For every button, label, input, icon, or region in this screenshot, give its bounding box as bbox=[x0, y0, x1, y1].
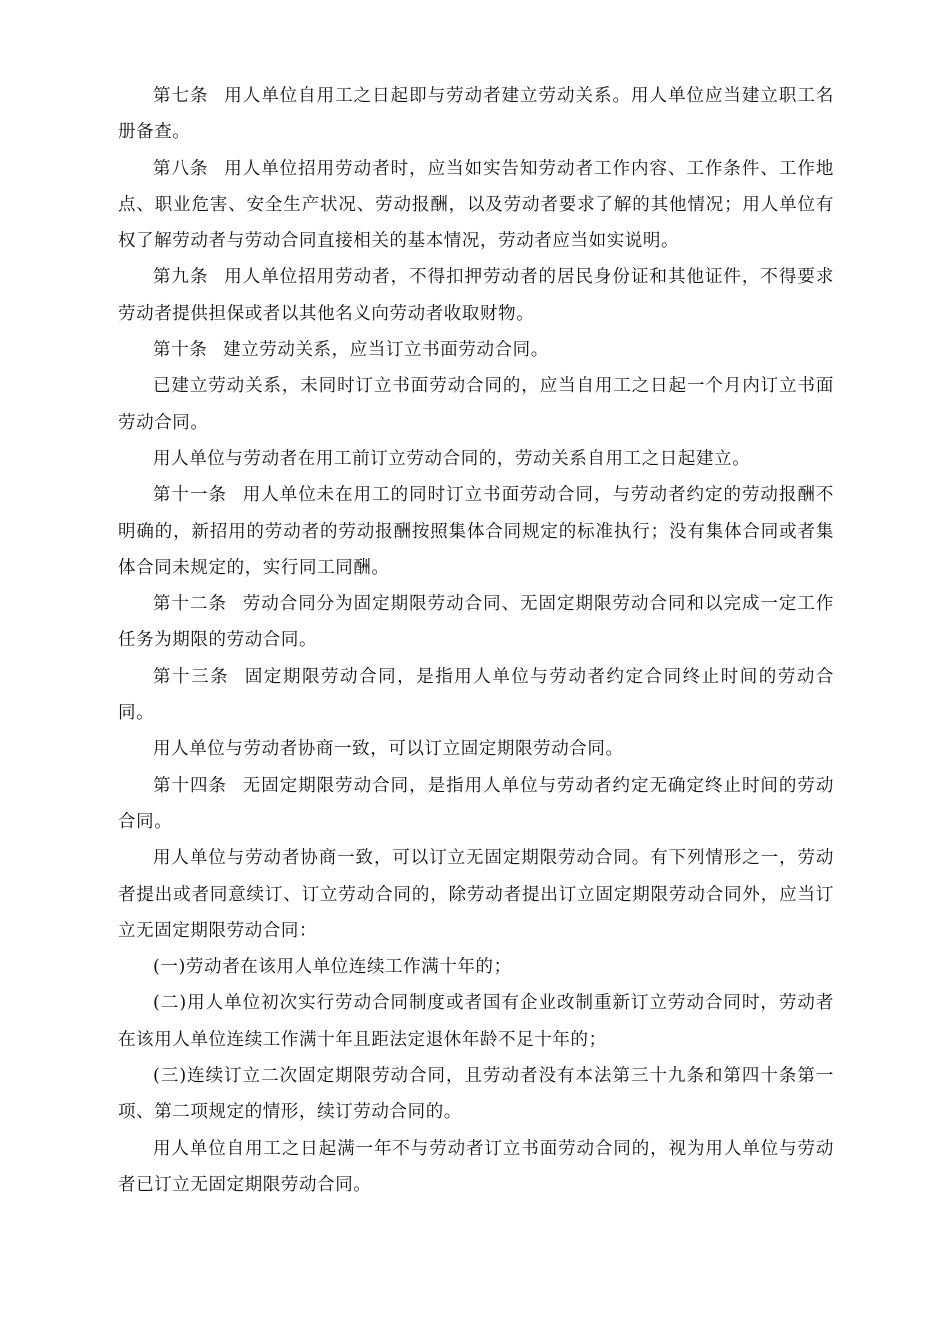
paragraph-article-8 bbox=[118, 151, 834, 260]
paragraph-article-11 bbox=[118, 477, 834, 586]
paragraph-text: 已建立劳动关系，未同时订立书面劳动合同的，应当自用工之日起一个月内订立书面劳动合同。 bbox=[118, 376, 834, 433]
paragraph-text: 用人单位与劳动者协商一致，可以订立固定期限劳动合同。 bbox=[153, 739, 624, 760]
paragraph-text: 固定期限劳动合同，是指用人单位与劳动者约定合同终止时间的劳动合同。 bbox=[118, 666, 834, 724]
paragraph-article-7 bbox=[118, 78, 834, 151]
paragraph-text: 劳动合同分为固定期限劳动合同、无固定期限劳动合同和以完成一定工作任务为期限的劳动合同。 bbox=[118, 594, 834, 651]
article-number: 第九条 bbox=[153, 267, 209, 288]
article-number: 第十二条 bbox=[153, 594, 227, 615]
article-number: 第八条 bbox=[153, 158, 209, 179]
paragraph-text: 用人单位招用劳动者，不得扣押劳动者的居民身份证和其他证件，不得要求劳动者提供担保或者以其他名义向劳动者收取财物。 bbox=[118, 267, 834, 324]
paragraph-article-14 bbox=[118, 768, 834, 841]
paragraph-text: (二)用人单位初次实行劳动合同制度或者国有企业改制重新订立劳动合同时，劳动者在该用人单位连续工作满十年且距法定退休年龄不足十年的； bbox=[118, 993, 834, 1050]
paragraph-article-9 bbox=[118, 259, 834, 332]
paragraph-text: 用人单位与劳动者协商一致，可以订立无固定期限劳动合同。有下列情形之一，劳动者提出或者同意续订、订立劳动合同的，除劳动者提出订立固定期限劳动合同外，应当订立无固定期限劳动合同： bbox=[118, 848, 834, 941]
paragraph-article-10-clause-2 bbox=[118, 368, 834, 441]
document-body bbox=[118, 78, 834, 1203]
paragraph-article-13 bbox=[118, 659, 834, 732]
article-number: 第十三条 bbox=[153, 666, 230, 687]
paragraph-text: 建立劳动关系，应当订立书面劳动合同。 bbox=[223, 340, 549, 361]
article-number: 第十条 bbox=[153, 340, 208, 361]
paragraph-item-3 bbox=[118, 1058, 834, 1131]
paragraph-article-10 bbox=[118, 332, 834, 368]
paragraph-article-14-clause-2 bbox=[118, 840, 834, 949]
paragraph-text: 用人单位与劳动者在用工前订立劳动合同的，劳动关系自用工之日起建立。 bbox=[153, 448, 751, 469]
paragraph-text: 无固定期限劳动合同，是指用人单位与劳动者约定无确定终止时间的劳动合同。 bbox=[118, 775, 834, 832]
paragraph-article-10-clause-3 bbox=[118, 441, 834, 477]
article-number: 第十四条 bbox=[153, 775, 227, 796]
paragraph-article-14-clause-3 bbox=[118, 1131, 834, 1204]
paragraph-text: (一)劳动者在该用人单位连续工作满十年的； bbox=[153, 957, 512, 978]
paragraph-item-2 bbox=[118, 985, 834, 1058]
paragraph-text: 用人单位自用工之日起即与劳动者建立劳动关系。用人单位应当建立职工名册备查。 bbox=[118, 86, 834, 143]
article-number: 第十一条 bbox=[153, 485, 227, 506]
paragraph-item-1 bbox=[118, 949, 834, 985]
paragraph-article-13-clause-2 bbox=[118, 731, 834, 767]
article-number: 第七条 bbox=[153, 86, 209, 106]
paragraph-text: 用人单位自用工之日起满一年不与劳动者订立书面劳动合同的，视为用人单位与劳动者已订立无固定期限劳动合同。 bbox=[118, 1138, 834, 1195]
paragraph-text: 用人单位未在用工的同时订立书面劳动合同，与劳动者约定的劳动报酬不明确的，新招用的劳动者的劳动报酬按照集体合同规定的标准执行；没有集体合同或者集体合同未规定的，实行同工同酬。 bbox=[118, 485, 834, 578]
paragraph-article-12 bbox=[118, 586, 834, 659]
paragraph-text: (三)连续订立二次固定期限劳动合同，且劳动者没有本法第三十九条和第四十条第一项、第二项规定的情形，续订劳动合同的。 bbox=[118, 1066, 834, 1123]
paragraph-text: 用人单位招用劳动者时，应当如实告知劳动者工作内容、工作条件、工作地点、职业危害、安全生产状况、劳动报酬，以及劳动者要求了解的其他情况；用人单位有权了解劳动者与劳动合同直接相关的基本情况，劳动者应当如实说明。 bbox=[118, 158, 834, 252]
